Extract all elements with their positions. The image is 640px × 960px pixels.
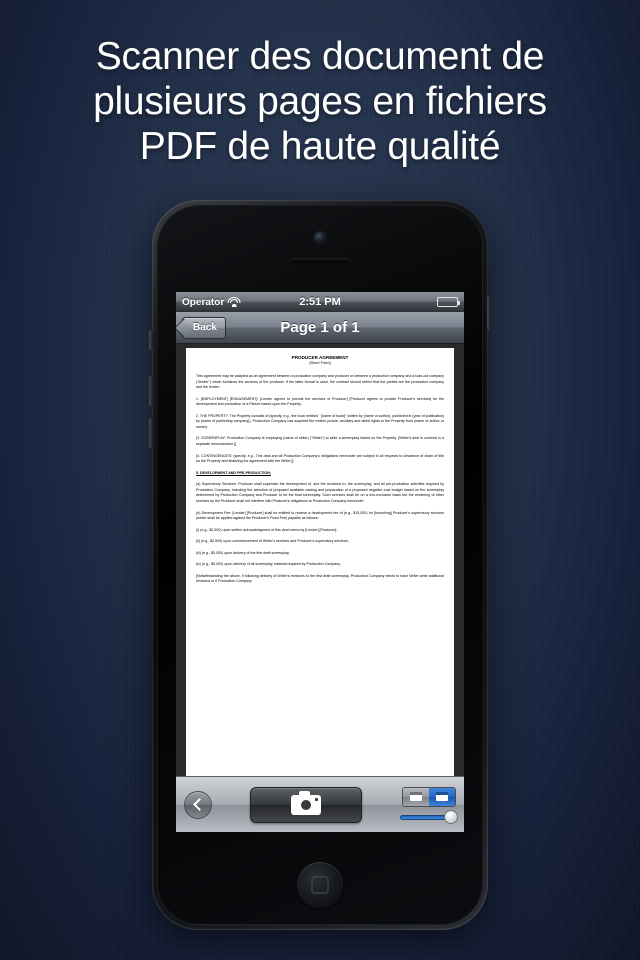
scanned-document-page: [186, 348, 454, 776]
proximity-sensor-icon: [248, 260, 254, 266]
volume-down-button[interactable]: [149, 418, 153, 448]
headline-line-2: plusieurs pages en fichiers: [93, 80, 547, 123]
document-paragraph: (a) Supervisory Services: Producer shall supervise the development of, and the revisions to, the screenplay, and all pre-production activities required by Production Company, including the selection of proposed available casting and preparation of a proposed negative cost budget based on the screenplay determined by Production Company and Producer to be the final screenplay. Such services shall be on a non-exclusive basis but the rendering of other services by the Producer shall not interfere with Producer's obligations to Production Company hereunder.: [196, 482, 444, 503]
toolbar-right-controls: [400, 787, 456, 823]
wifi-icon: [228, 297, 240, 307]
document-paragraph: [3. SCREENPLAY: Production Company is employing (name of writer) ("Writer") to write a screenplay based on the Property. [Writer's deal is covered in a separate memorandum.]]: [196, 436, 444, 447]
document-paragraph: 1. [EMPLOYMENT] [ENGAGEMENT]: [Lender agrees to provide the services of Producer] [Producer agrees to provide Producer's services] for the development and production of a Picture based upon the Property.: [196, 396, 444, 407]
status-bar-clock: 2:51 PM: [299, 296, 341, 308]
front-camera-icon: [315, 232, 326, 243]
status-bar: [176, 292, 464, 312]
capture-button[interactable]: [250, 787, 362, 823]
single-page-icon: [410, 792, 422, 801]
mute-switch[interactable]: [149, 330, 153, 350]
document-paragraph: [4. CONTINGENCIES: (specify, e.g., This deal and all Production Company's obligations hereunder are subject in all respects to clearance of chain of title on the Property and finalizing the agreement with the Writer.]]: [196, 453, 444, 464]
previous-page-button[interactable]: [184, 791, 212, 819]
document-section-heading: 5. DEVELOPMENT AND PRE-PRODUCTION:: [196, 470, 271, 475]
camera-icon: [291, 795, 321, 815]
document-paragraph: (b) Development Fee: [Lender] [Producer] shall be entitled to receive a development fee of (e.g., $15,000) for [furnishing] Producer's supervisory services (which shall be applied against the Producer's Fixed Fee) payable as follows:: [196, 510, 444, 521]
quality-slider[interactable]: [400, 811, 456, 823]
view-mode-segmented-control[interactable]: [402, 787, 456, 807]
back-button[interactable]: [182, 317, 226, 339]
document-paragraph: (iii) (e.g., $5,000) upon delivery of the first draft screenplay,: [196, 550, 290, 555]
document-viewport[interactable]: [176, 344, 464, 776]
navigation-bar: [176, 312, 464, 344]
document-paragraph: (iv) (e.g., $5,000) upon delivery of all screenplay material required by Production Company.: [196, 562, 341, 567]
document-paragraph: [Notwithstanding the above, if following delivery of Writer's revisions to the first draft screenplay, Production Company elects to have Writer write additional revisions or if Production Company: [196, 573, 444, 584]
document-paragraph: This agreement may be adapted as an agreement between a production company and producer or between a production company and a loan-out company ("lender") which furnishes the services of the producer. If the latter format is used, the contract should reflect that the parties are the production company and the lender.: [196, 373, 444, 390]
grid-view-option[interactable]: [429, 788, 455, 806]
bottom-toolbar: [176, 776, 464, 832]
slider-knob[interactable]: [444, 810, 458, 824]
headline-line-3: PDF de haute qualité: [139, 125, 501, 168]
single-page-view-option[interactable]: [403, 788, 429, 806]
status-bar-right: [437, 297, 458, 307]
page-title: [0, 34, 640, 169]
phone-device-mockup: [152, 200, 488, 930]
back-button-label: Back: [193, 322, 217, 333]
status-bar-left: [182, 297, 240, 308]
volume-up-button[interactable]: [149, 376, 153, 406]
home-button[interactable]: [297, 862, 343, 908]
phone-screen: [176, 292, 464, 832]
chevron-left-icon: [193, 798, 206, 811]
earpiece-speaker: [289, 258, 351, 265]
carrier-label: Operator: [182, 296, 225, 308]
headline-line-1: Scanner des document de: [95, 35, 545, 78]
home-square-icon: [312, 877, 329, 894]
document-title: PRODUCER AGREEMENT: [291, 355, 349, 360]
page-counter-title: Page 1 of 1: [280, 319, 360, 336]
document-paragraph: 2. THE PROPERTY: The Property consists of (specify, e.g., the book entitled ``[name of book]" written by (name of author), published in (year of publication) by (name of publishing company)). Production Company has acquired the motion picture, ancillary and allied rights to the Property from (name of author or owner).: [196, 413, 444, 429]
power-button[interactable]: [487, 296, 491, 330]
document-paragraph: (ii) (e.g., $2,500) upon commencement of Writer's services and Producer's supervisory services;: [196, 539, 349, 544]
battery-icon: [437, 297, 458, 307]
document-subtitle: [Short Form]: [309, 361, 331, 366]
document-paragraph: (i) (e.g., $2,500) upon written acknowledgment of this deal memo by [Lender] [Producer];: [196, 527, 338, 532]
grid-view-icon: [436, 792, 448, 801]
